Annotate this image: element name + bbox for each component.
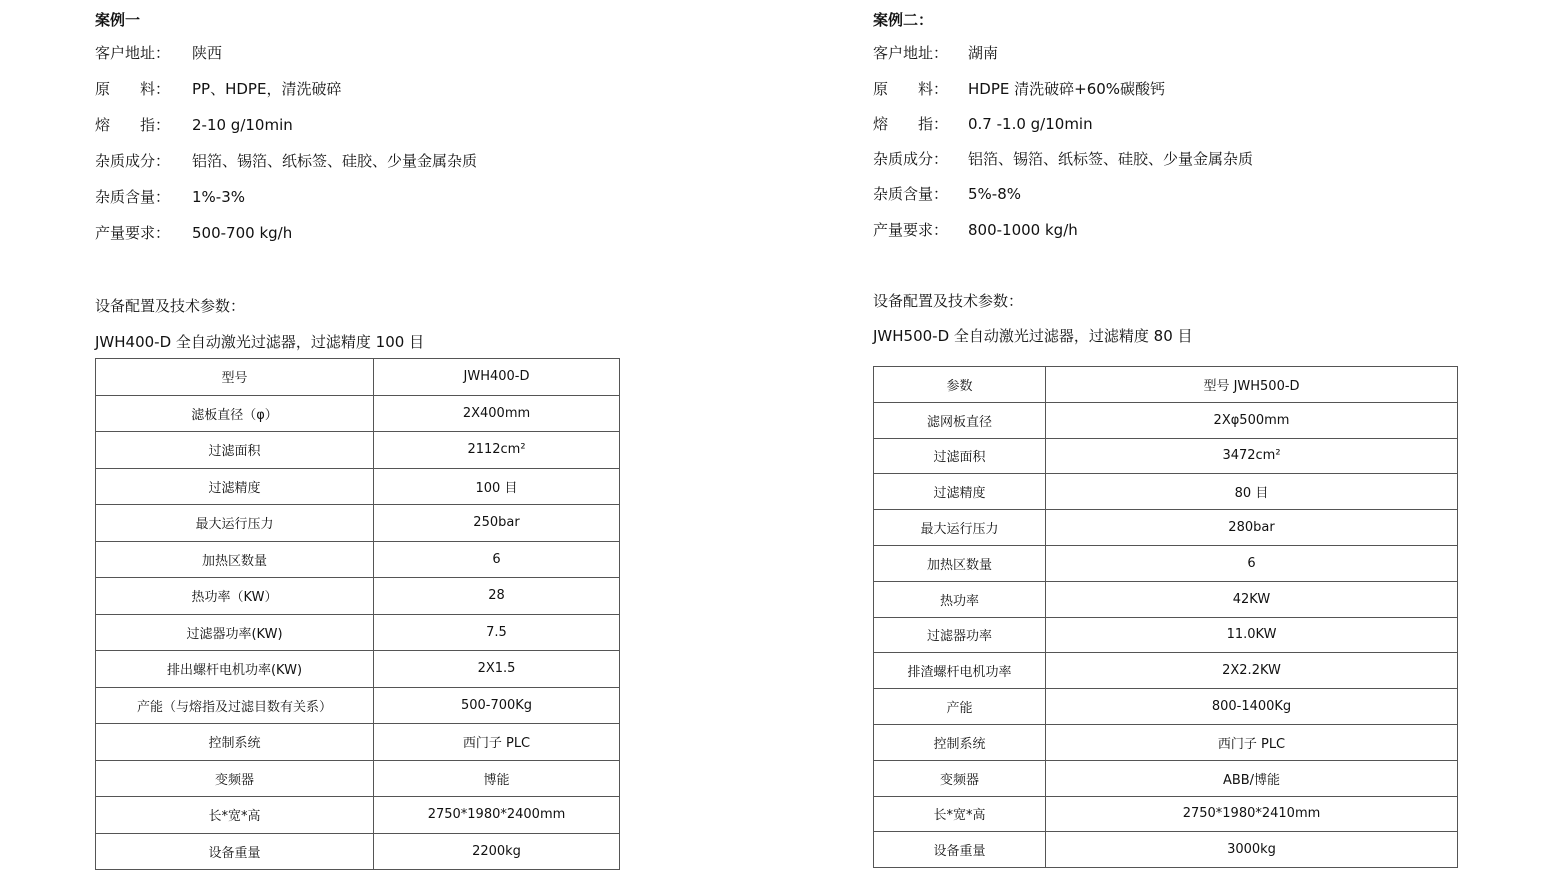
section-title: 设备配置及技术参数： — [873, 292, 1024, 310]
param-value-cell: 7.5 — [374, 614, 620, 651]
device-title: JWH400-D 全自动激光过滤器，过滤精度 100 目 — [95, 333, 425, 351]
param-value-cell: 280bar — [1046, 510, 1458, 546]
param-value-cell: 42KW — [1046, 581, 1458, 617]
param-value-cell: 2200kg — [374, 833, 620, 870]
param-name-cell: 排出螺杆电机功率(KW) — [96, 651, 374, 688]
param-value-cell: 西门子 PLC — [374, 724, 620, 761]
info-value: 800-1000 kg/h — [968, 221, 1078, 239]
param-name-cell: 热功率 — [874, 581, 1046, 617]
param-name-cell: 过滤精度 — [874, 474, 1046, 510]
table-row — [96, 505, 620, 542]
param-name-cell: 长*宽*高 — [874, 796, 1046, 832]
info-label: 产量要求： — [95, 224, 171, 242]
param-name-cell: 型号 — [96, 359, 374, 396]
info-label: 杂质含量： — [95, 188, 171, 206]
info-label: 客户地址： — [873, 44, 949, 62]
info-label: 杂质含量： — [873, 185, 949, 203]
table-row — [874, 510, 1458, 546]
param-value-cell: 2Xφ500mm — [1046, 402, 1458, 438]
param-name-cell: 控制系统 — [874, 724, 1046, 760]
param-value-cell: 800-1400Kg — [1046, 689, 1458, 725]
param-name-cell: 滤网板直径 — [874, 402, 1046, 438]
case-title: 案例二： — [873, 11, 934, 29]
param-name-cell: 加热区数量 — [96, 541, 374, 578]
param-value-cell: 博能 — [374, 760, 620, 797]
table-row — [96, 833, 620, 870]
param-value-cell: 型号 JWH500-D — [1046, 367, 1458, 403]
info-label: 杂质成分： — [873, 150, 949, 168]
param-name-cell: 变频器 — [874, 760, 1046, 796]
table-row — [96, 797, 620, 834]
info-label: 杂质成分： — [95, 152, 171, 170]
info-label: 熔 指： — [95, 116, 171, 134]
spec-table — [873, 366, 1458, 868]
case-title: 案例一 — [95, 11, 141, 29]
param-value-cell: 6 — [1046, 545, 1458, 581]
table-row — [874, 760, 1458, 796]
param-value-cell: 28 — [374, 578, 620, 615]
param-value-cell: 2112cm² — [374, 432, 620, 469]
param-name-cell: 变频器 — [96, 760, 374, 797]
table-row — [96, 760, 620, 797]
info-value: 湖南 — [968, 44, 999, 62]
param-value-cell: 3472cm² — [1046, 438, 1458, 474]
table-row — [874, 367, 1458, 403]
param-name-cell: 设备重量 — [874, 832, 1046, 868]
param-name-cell: 设备重量 — [96, 833, 374, 870]
param-name-cell: 滤板直径（φ） — [96, 395, 374, 432]
param-name-cell: 最大运行压力 — [96, 505, 374, 542]
info-value: 5%-8% — [968, 185, 1022, 203]
info-label: 客户地址： — [95, 44, 171, 62]
param-value-cell: 2X400mm — [374, 395, 620, 432]
table-row — [874, 438, 1458, 474]
param-value-cell: 500-700Kg — [374, 687, 620, 724]
info-value: 陕西 — [192, 44, 223, 62]
info-label: 产量要求： — [873, 221, 949, 239]
table-row — [874, 617, 1458, 653]
table-row — [874, 832, 1458, 868]
table-row — [96, 687, 620, 724]
table-row — [874, 581, 1458, 617]
param-name-cell: 过滤面积 — [874, 438, 1046, 474]
info-value: 铝箔、锡箔、纸标签、硅胶、少量金属杂质 — [192, 152, 478, 170]
info-label: 原 料： — [873, 80, 949, 98]
info-label: 熔 指： — [873, 115, 949, 133]
param-value-cell: 西门子 PLC — [1046, 724, 1458, 760]
param-name-cell: 过滤器功率 — [874, 617, 1046, 653]
param-value-cell: ABB/博能 — [1046, 760, 1458, 796]
param-value-cell: 80 目 — [1046, 474, 1458, 510]
param-name-cell: 过滤面积 — [96, 432, 374, 469]
param-value-cell: 3000kg — [1046, 832, 1458, 868]
spec-table — [95, 358, 620, 870]
param-value-cell: 11.0KW — [1046, 617, 1458, 653]
param-value-cell: 2X1.5 — [374, 651, 620, 688]
param-value-cell: 250bar — [374, 505, 620, 542]
param-name-cell: 过滤精度 — [96, 468, 374, 505]
param-value-cell: 2X2.2KW — [1046, 653, 1458, 689]
table-row — [96, 541, 620, 578]
param-value-cell: JWH400-D — [374, 359, 620, 396]
section-title: 设备配置及技术参数： — [95, 297, 246, 315]
param-name-cell: 排渣螺杆电机功率 — [874, 653, 1046, 689]
param-name-cell: 产能（与熔指及过滤目数有关系） — [96, 687, 374, 724]
table-row — [874, 474, 1458, 510]
info-value: 2-10 g/10min — [192, 116, 293, 134]
table-row — [874, 545, 1458, 581]
table-row — [874, 402, 1458, 438]
info-value: PP、HDPE，清洗破碎 — [192, 80, 342, 98]
table-row — [96, 359, 620, 396]
info-value: HDPE 清洗破碎+60%碳酸钙 — [968, 80, 1166, 98]
param-name-cell: 控制系统 — [96, 724, 374, 761]
param-name-cell: 参数 — [874, 367, 1046, 403]
table-row — [96, 468, 620, 505]
param-name-cell: 过滤器功率(KW) — [96, 614, 374, 651]
table-row — [96, 395, 620, 432]
device-title: JWH500-D 全自动激光过滤器，过滤精度 80 目 — [873, 327, 1193, 345]
param-value-cell: 2750*1980*2400mm — [374, 797, 620, 834]
param-name-cell: 长*宽*高 — [96, 797, 374, 834]
table-row — [874, 689, 1458, 725]
param-name-cell: 加热区数量 — [874, 545, 1046, 581]
table-row — [96, 724, 620, 761]
table-row — [96, 432, 620, 469]
table-row — [874, 653, 1458, 689]
param-name-cell: 最大运行压力 — [874, 510, 1046, 546]
info-value: 500-700 kg/h — [192, 224, 293, 242]
table-row — [96, 651, 620, 688]
info-label: 原 料： — [95, 80, 171, 98]
info-value: 0.7 -1.0 g/10min — [968, 115, 1093, 133]
info-value: 1%-3% — [192, 188, 246, 206]
table-row — [96, 614, 620, 651]
param-name-cell: 热功率（KW） — [96, 578, 374, 615]
param-value-cell: 100 目 — [374, 468, 620, 505]
table-row — [874, 796, 1458, 832]
info-value: 铝箔、锡箔、纸标签、硅胶、少量金属杂质 — [968, 150, 1254, 168]
param-value-cell: 2750*1980*2410mm — [1046, 796, 1458, 832]
param-value-cell: 6 — [374, 541, 620, 578]
table-row — [96, 578, 620, 615]
param-name-cell: 产能 — [874, 689, 1046, 725]
table-row — [874, 724, 1458, 760]
